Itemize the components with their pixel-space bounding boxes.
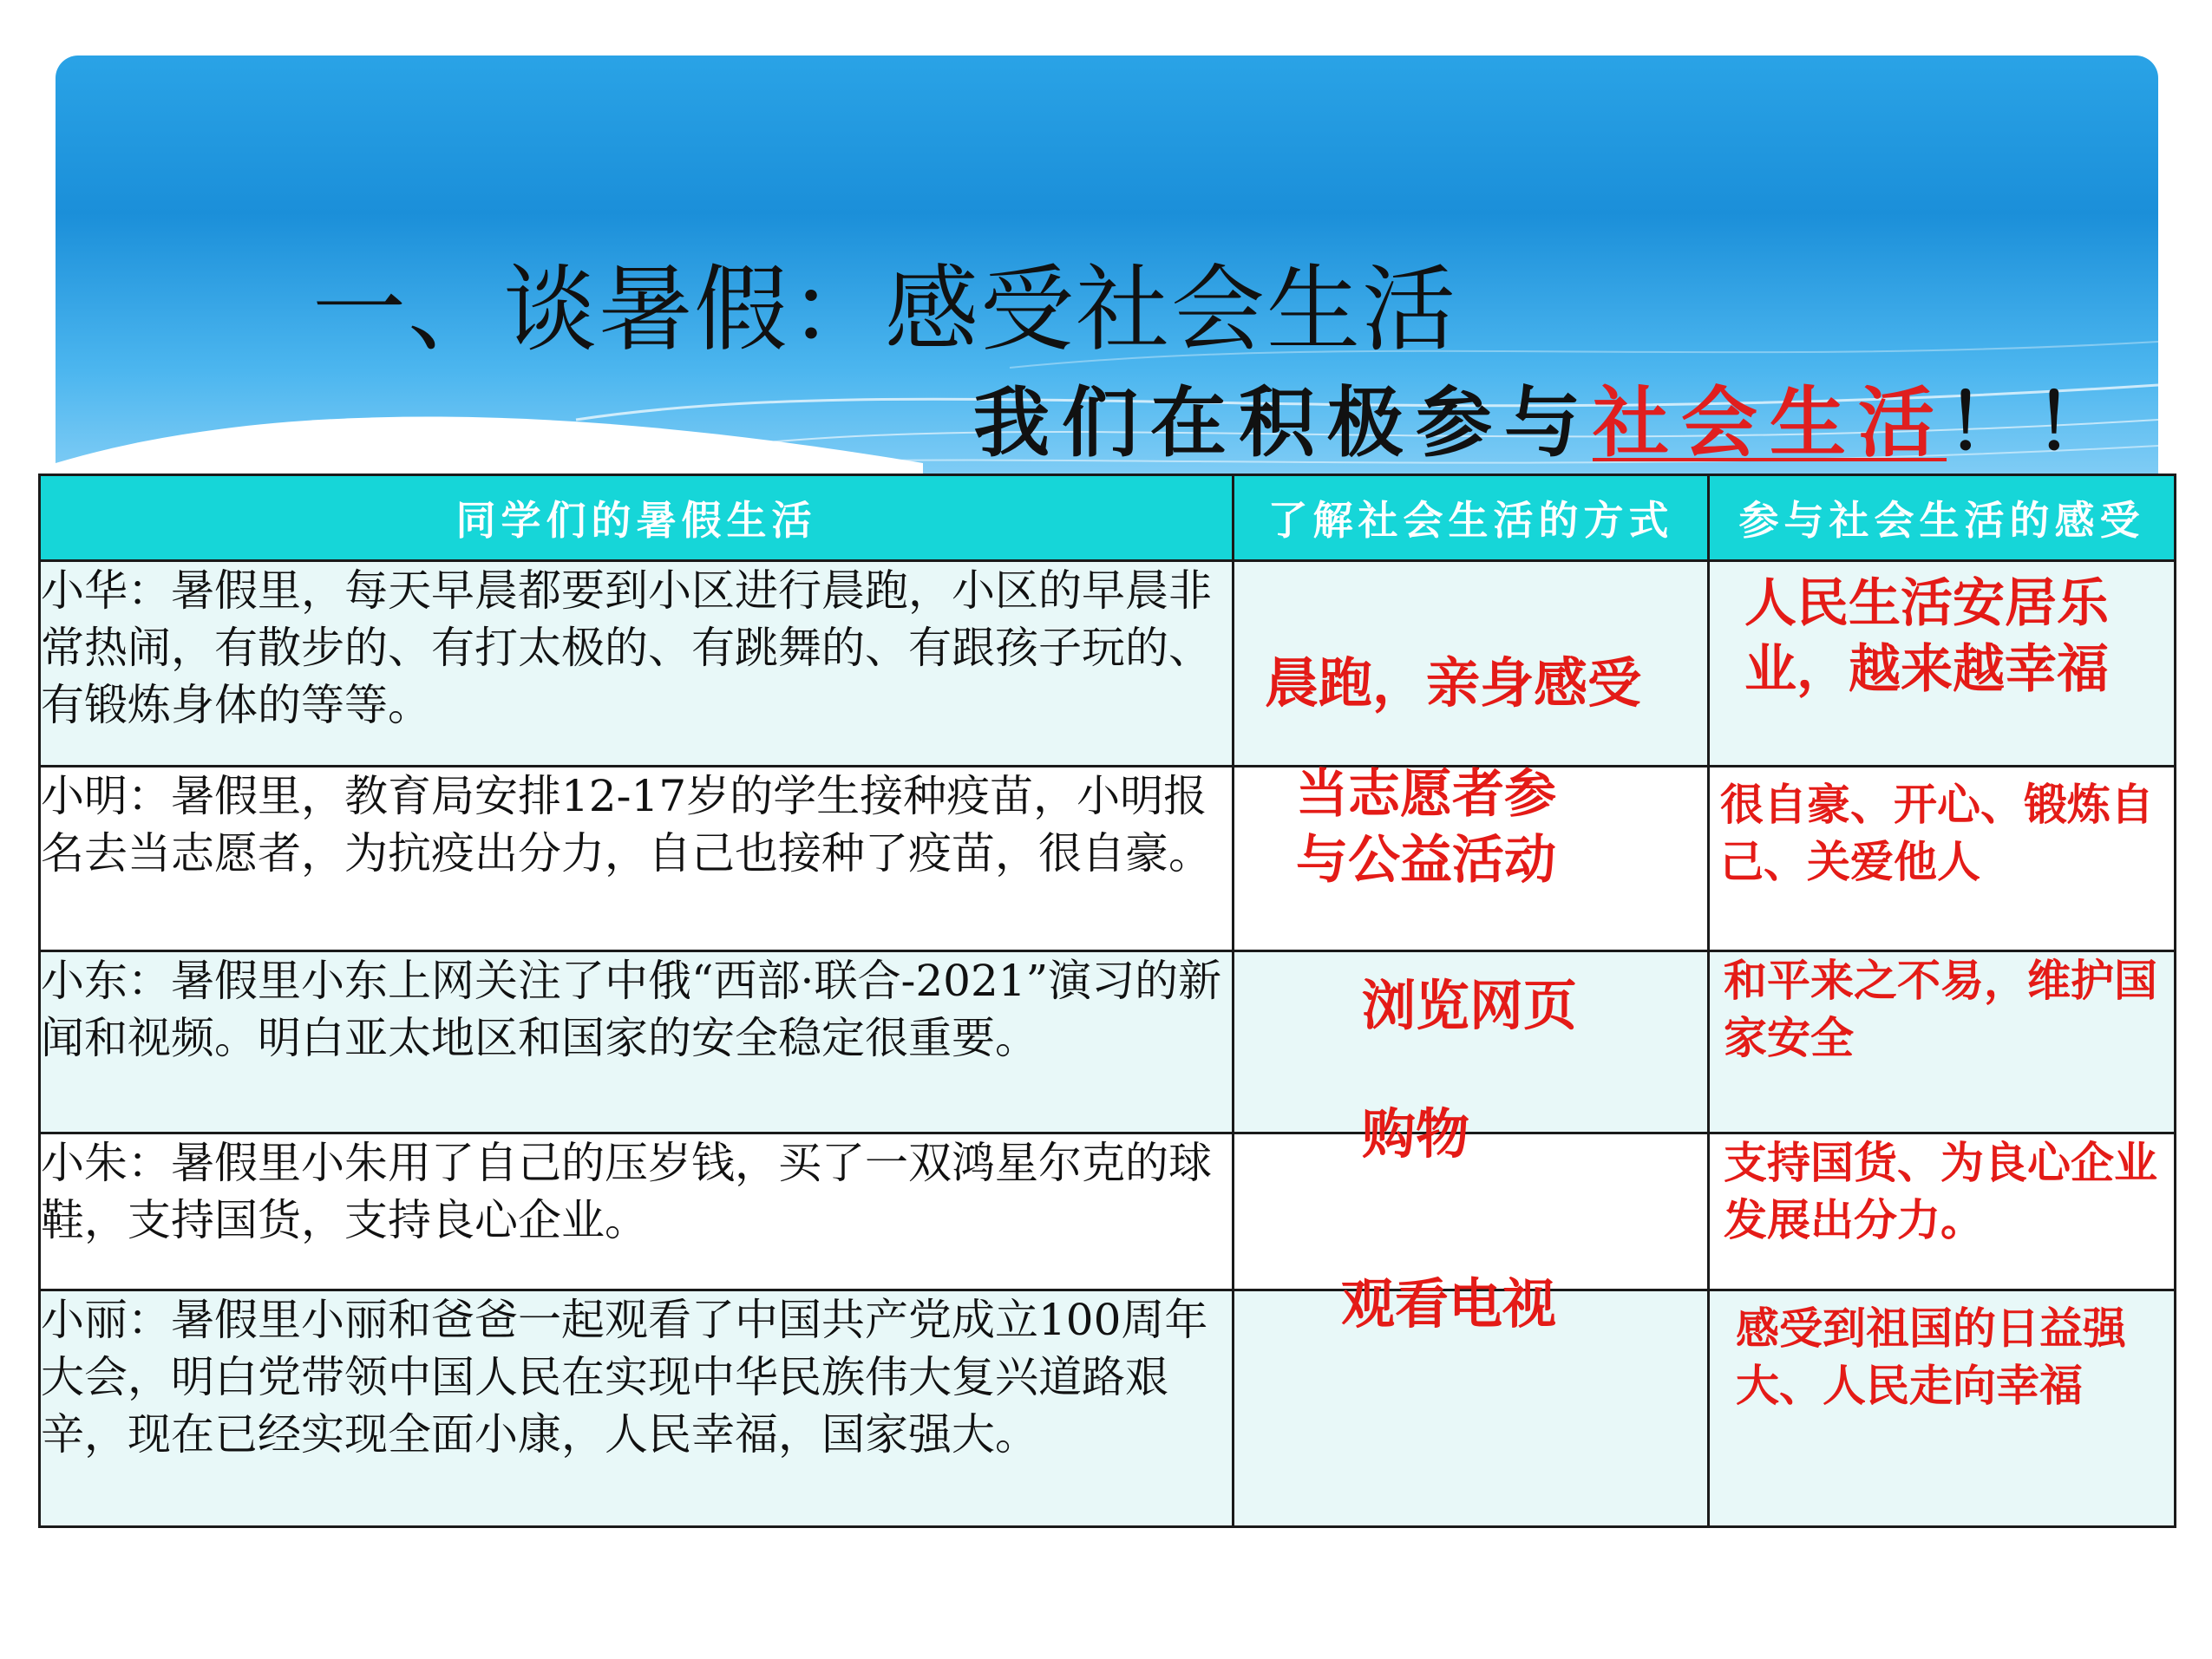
story-cell: 小华：暑假里，每天早晨都要到小区进行晨跑，小区的早晨非常热闹，有散步的、有打太极的、有跳舞的、有跟孩子玩的、有锻炼身体的等等。 [40, 561, 1234, 767]
slide-title: 一、谈暑假：感受社会生活 [312, 256, 1458, 364]
way-label: 晨跑，亲身感受 [1265, 651, 1642, 715]
story-cell: 小朱：暑假里小朱用了自己的压岁钱，买了一双鸿星尔克的球鞋，支持国货，支持良心企业。 [40, 1133, 1234, 1290]
summer-life-table [38, 474, 2176, 1528]
table-row [40, 767, 2176, 951]
feeling-cell [1709, 561, 2176, 767]
table-row [40, 1133, 2176, 1290]
way-label: 当志愿者参与公益活动 [1296, 764, 1556, 891]
feeling-text: 和平来之不易，维护国家安全 [1724, 955, 2157, 1063]
header-feelings: 参与社会生活的感受 [1709, 475, 2176, 561]
subtitle-suffix: ！！ [1947, 378, 2124, 467]
feeling-text: 支持国货、为良心企业发展出分力。 [1724, 1138, 2157, 1246]
table-row [40, 1290, 2176, 1527]
feeling-text: 很自豪、开心、锻炼自己、关爱他人 [1720, 780, 2154, 888]
table-row [40, 561, 2176, 767]
header-ways: 了解社会生活的方式 [1234, 475, 1709, 561]
table-header-row [40, 475, 2176, 561]
subtitle-prefix: 我们在积极参与 [973, 378, 1594, 467]
way-label: 浏览网页 [1362, 974, 1578, 1037]
feeling-cell [1709, 950, 2176, 1133]
feeling-text: 人民生活安居乐业，越来越幸福 [1744, 573, 2109, 701]
subtitle-highlight: 社会生活 [1593, 378, 1947, 467]
feeling-text: 感受到祖国的日益强大、人民走向幸福 [1736, 1303, 2126, 1412]
header-student-life: 同学们的暑假生活 [40, 475, 1234, 561]
feeling-cell [1709, 1290, 2176, 1527]
way-label: 购物 [1362, 1102, 1470, 1166]
slide-subtitle [973, 362, 2124, 472]
feeling-cell [1709, 767, 2176, 951]
story-cell: 小东：暑假里小东上网关注了中俄“西部·联合-2021”演习的新闻和视频。明白亚太地区和国家的安全稳定很重要。 [40, 950, 1234, 1133]
feeling-cell [1709, 1133, 2176, 1290]
story-cell: 小明：暑假里，教育局安排12-17岁的学生接种疫苗，小明报名去当志愿者，为抗疫出分力，自己也接种了疫苗，很自豪。 [40, 767, 1234, 951]
table-row [40, 950, 2176, 1133]
way-label: 观看电视 [1341, 1272, 1557, 1336]
story-cell: 小丽：暑假里小丽和爸爸一起观看了中国共产党成立100周年大会，明白党带领中国人民在实现中华民族伟大复兴道路艰辛，现在已经实现全面小康，人民幸福，国家强大。 [40, 1290, 1234, 1527]
